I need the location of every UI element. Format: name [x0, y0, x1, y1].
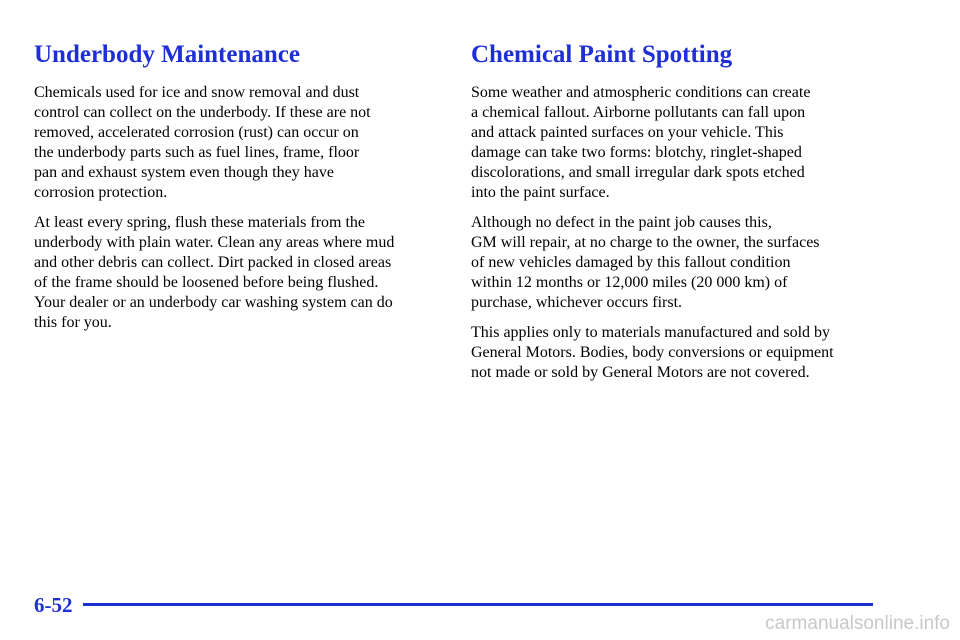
text-line: underbody with plain water. Clean any areas where mud [34, 234, 395, 251]
left-column [34, 40, 444, 343]
right-column [471, 40, 891, 393]
page-number: 6-52 [34, 593, 73, 617]
section-heading-underbody-maintenance: Underbody Maintenance [34, 41, 300, 68]
paragraph [471, 323, 891, 383]
text-line: Some weather and atmospheric conditions can create [471, 84, 811, 101]
text-line: and other debris can collect. Dirt packed in closed areas [34, 254, 392, 271]
section-heading-chemical-paint-spotting: Chemical Paint Spotting [471, 41, 733, 68]
paragraph [34, 83, 444, 203]
text-line: of new vehicles damaged by this fallout condition [471, 254, 791, 271]
watermark-text: carmanualsonline.info [765, 613, 950, 634]
text-line: of the frame should be loosened before being flushed. [34, 274, 379, 291]
text-line: pan and exhaust system even though they have [34, 164, 334, 181]
text-line: At least every spring, flush these materials from the [34, 214, 366, 231]
text-line: discolorations, and small irregular dark spots etched [471, 164, 805, 181]
text-line: corrosion protection. [34, 184, 168, 201]
text-line: removed, accelerated corrosion (rust) can occur on [34, 124, 359, 141]
text-line: General Motors. Bodies, body conversions or equipment [471, 344, 834, 361]
text-line: This applies only to materials manufactured and sold by [471, 324, 831, 341]
paragraph [471, 213, 891, 313]
text-line: Chemicals used for ice and snow removal and dust [34, 84, 360, 101]
text-line: not made or sold by General Motors are not covered. [471, 364, 810, 381]
text-line: a chemical fallout. Airborne pollutants can fall upon [471, 104, 806, 121]
text-line: the underbody parts such as fuel lines, frame, floor [34, 144, 360, 161]
text-line: damage can take two forms: blotchy, ringlet-shaped [471, 144, 802, 161]
text-line: control can collect on the underbody. If these are not [34, 104, 371, 121]
paragraph [471, 83, 891, 203]
text-line: within 12 months or 12,000 miles (20 000 km) of [471, 274, 788, 291]
text-line: this for you. [34, 314, 112, 331]
text-line: Your dealer or an underbody car washing system can do [34, 294, 393, 311]
text-line: Although no defect in the paint job causes this, [471, 214, 772, 231]
footer-divider [83, 603, 873, 606]
text-line: purchase, whichever occurs first. [471, 294, 683, 311]
text-line: into the paint surface. [471, 184, 610, 201]
text-line: GM will repair, at no charge to the owner, the surfaces [471, 234, 820, 251]
text-line: and attack painted surfaces on your vehicle. This [471, 124, 784, 141]
paragraph [34, 213, 444, 333]
